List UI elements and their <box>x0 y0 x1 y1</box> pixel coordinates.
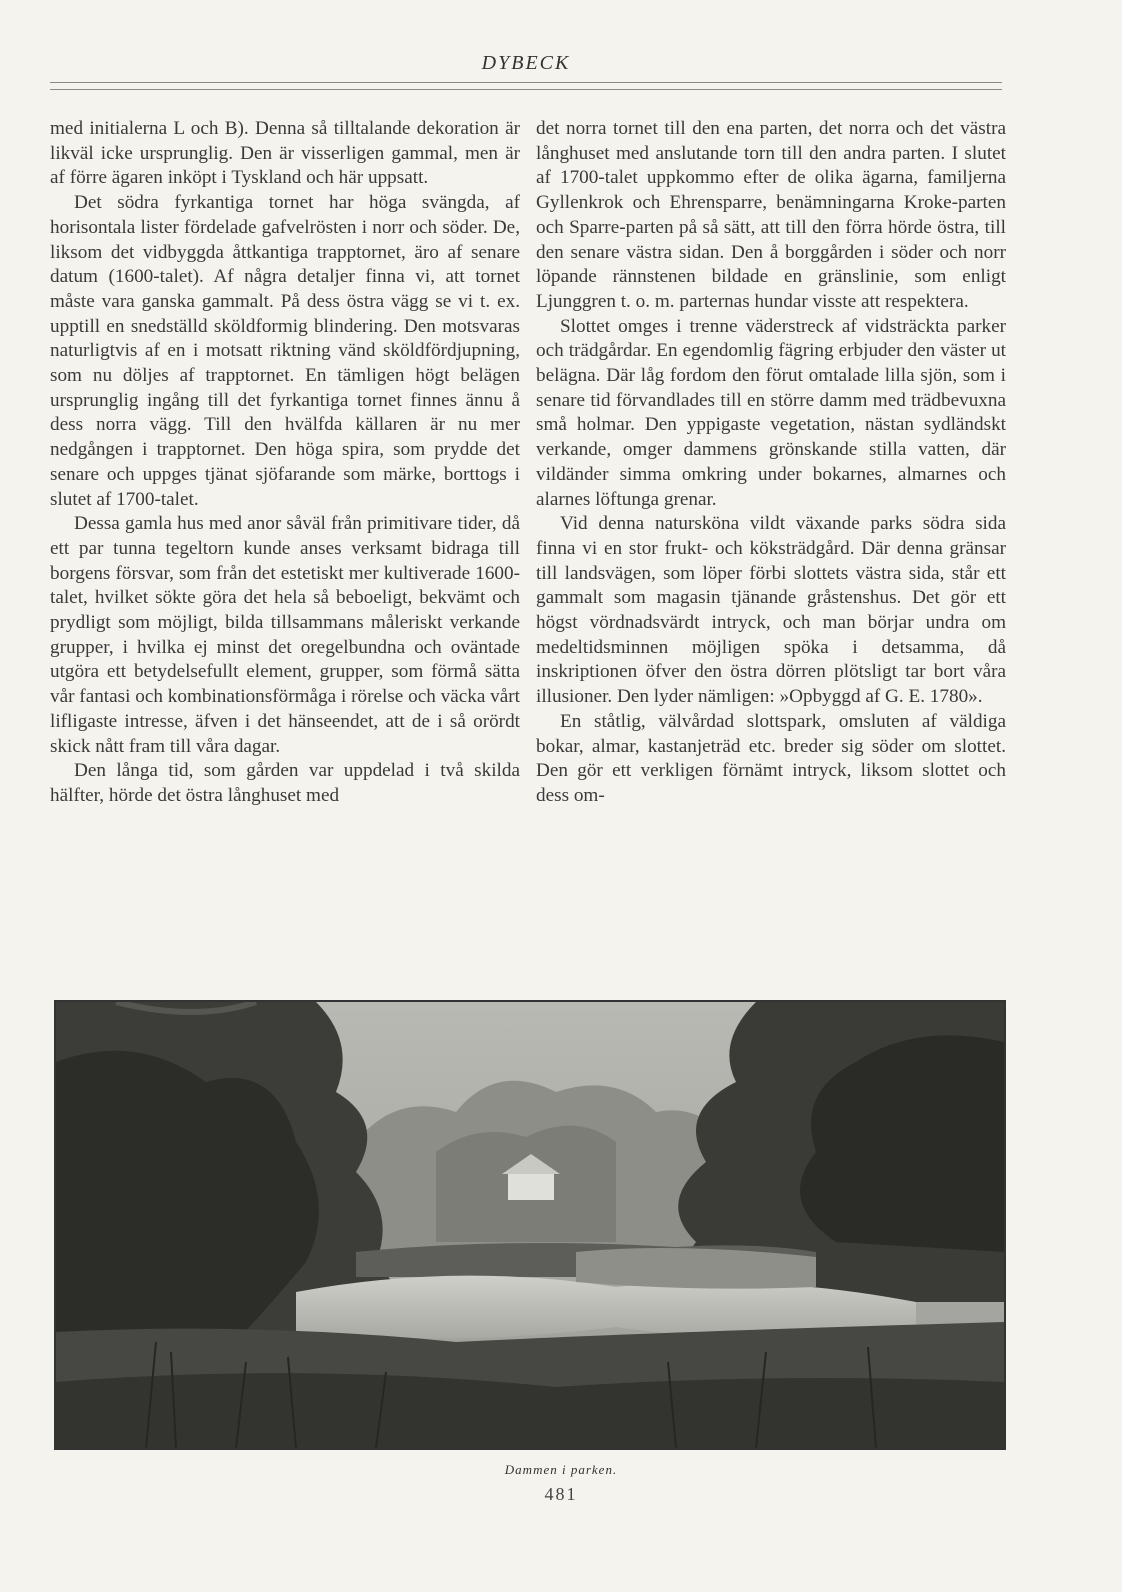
page-header <box>50 50 1002 90</box>
paragraph: Den långa tid, som gården var uppdelad i två skilda hälfter, hörde det östra långhuset med <box>50 760 520 806</box>
paragraph: Slottet omges i trenne väderstreck af vidsträckta parker och trädgårdar. En egendomlig fägring erbjuder den väster ut belägna. Där låg fordom den förut omtalade lilla sjön, som i senare tid förvandlades till en större damm med trädbevuxna små holmar. Den yppigaste vegetation, nästan sydländskt verkande, omger dammens grönskande stilla vatten, där vildänder simma omkring under bokarnes, almarnes och alarnes löftunga grenar. <box>536 315 1006 510</box>
running-head: DYBECK <box>481 52 571 74</box>
page-number: 481 <box>544 1484 578 1504</box>
pond-photo-illustration <box>56 1002 1004 1448</box>
paragraph: med initialerna L och B). Denna så tilltalande dekoration är likväl icke ursprunglig. Den är visserligen gammal, men är af förre ägaren inköpt i Tyskland och här uppsatt. <box>50 118 520 189</box>
paragraph: det norra tornet till den ena parten, det norra och det västra långhuset med anslutande torn till den andra parten. I slutet af 1700-talet uppkommo efter de olika ägarna, familjerna Gyllenkrok och Ehrensparre, benämningarna Kroke-parten och Sparre-parten på så sätt, att till den förra hörde östra, till den senare västra sidan. Den å borggården i söder och norr löpande rännstenen bildade en gränslinie, som enligt Ljunggren t. o. m. parternas hundar visste att respektera. <box>536 118 1006 312</box>
paragraph: Det södra fyrkantiga tornet har höga svängda, af horisontala lister fördelade gafvelrösten i norr och söder. De, liksom det vidbyggda åttkantiga trapptornet, äro af senare datum (1600-talet). Af några detaljer finna vi, att tornet måste vara ganska gammalt. På dess östra vägg se vi t. ex. upptill en snedställd sköldformig blindering. Den motsvaras naturligtvis af en i motsatt riktning vänd sköldfördjupning, som nu döljes af trapptornet. En tämligen högt belägen ursprunglig ingång till det fyrkantiga tornet finnes ännu å dess norra vägg. Till den hvälfda källaren är nu mer nedgången i trapptornet. Den höga spira, som prydde det senare och uppges tjänat sjöfarande som märke, borttogs i slutet af 1700-talet. <box>50 192 520 510</box>
header-rule <box>50 82 1002 90</box>
right-column <box>536 117 1006 809</box>
paragraph: En ståtlig, välvårdad slottspark, omsluten af väldiga bokar, almar, kastanjeträd etc. breder sig söder om slottet. Den gör ett verkligen förnämt intryck, liksom slottet och dess om- <box>536 710 1006 806</box>
paragraph: Vid denna natursköna vildt växande parks södra sida finna vi en stor frukt- och köksträdgård. Där denna gränsar till landsvägen, som löper förbi slottets västra sida, står ett gammalt som magasin tjänande gråstenshus. Det gör ett högst vördnadsvärdt intryck, och man börjar undra om medeltidsminnen möjligen spöka i detsamma, då inskriptionen öfver den östra dörren plötsligt tar bort våra illusioner. Den lyder nämligen: »Opbyggd af G. E. 1780». <box>536 513 1006 708</box>
figure-caption: Dammen i parken. <box>504 1462 618 1477</box>
paragraph: Dessa gamla hus med anor såväl från primitivare tider, då ett par tunna tegeltorn kunde anses verksamt bidraga till borgens försvar, som från det estetiskt mer kultiverade 1600-talet, hvilket sökte göra det hela så beboeligt, bekvämt och prydligt som möjligt, bilda tillsammans måleriskt verkande grupper, i hvilka ej minst det oregelbundna och oväntade utgöra ett betydelsefullt element, grupper, som förmå sätta vår fantasi och kombinationsförmåga i rörelse och väcka vårt lifligaste intresse, äfven i det hänseendet, att de i så orördt skick nått fram till våra dagar. <box>50 513 520 757</box>
pond-photograph <box>54 1000 1006 1450</box>
left-column <box>50 117 520 809</box>
